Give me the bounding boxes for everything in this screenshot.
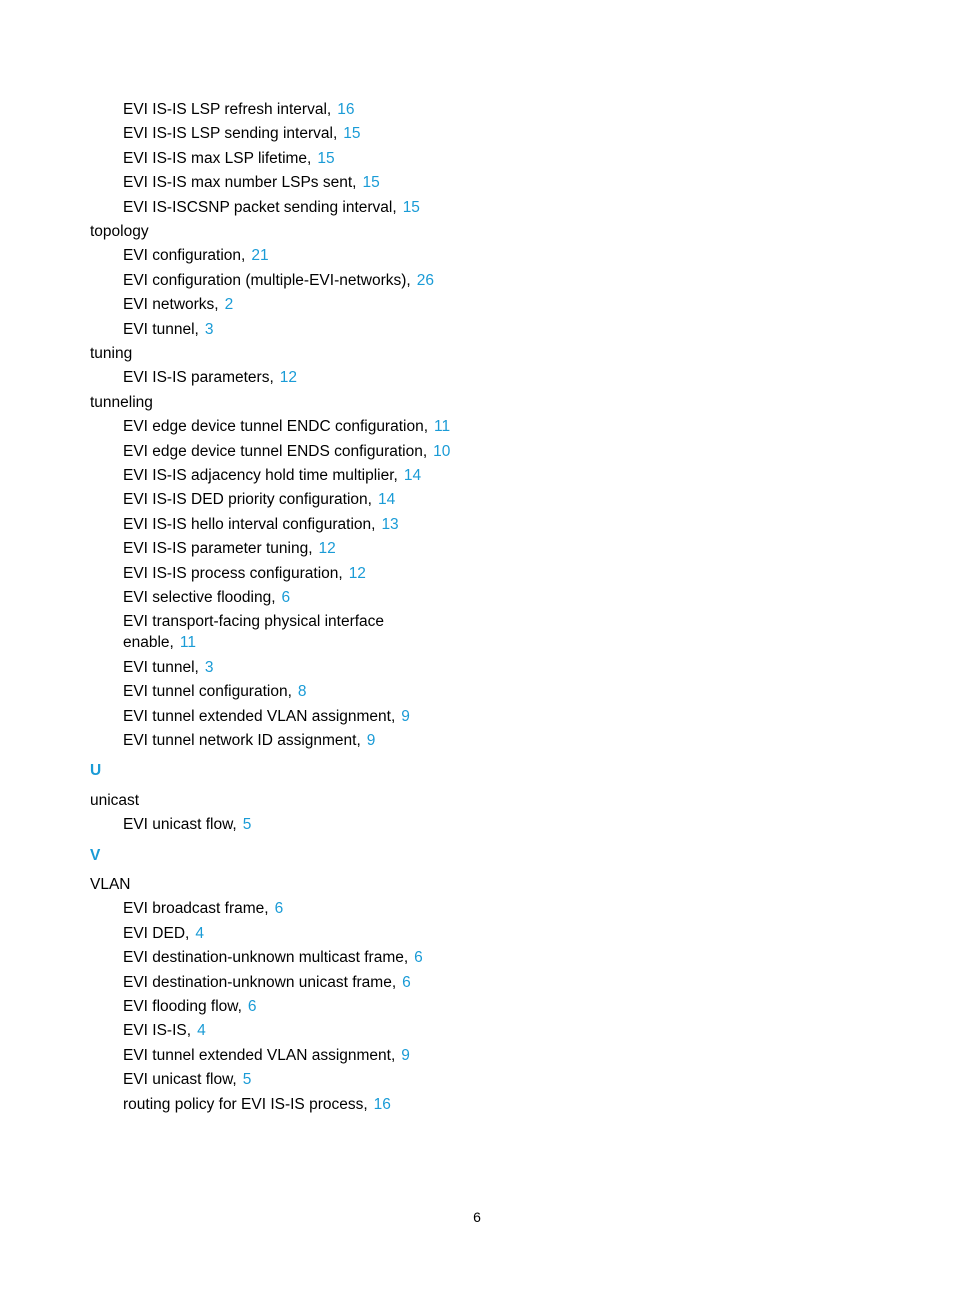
index-sub-entry [123, 198, 420, 218]
entry-text: EVI IS-IS hello interval configuration, [123, 515, 376, 533]
entry-text: EVI IS-IS max LSP lifetime, [123, 149, 312, 167]
index-sub-entry [123, 173, 380, 193]
entry-text: EVI IS-IS, [123, 1022, 192, 1040]
entry-text: EVI configuration, [123, 247, 246, 265]
index-sub-entry [123, 899, 283, 919]
page-link[interactable]: 6 [402, 973, 411, 991]
page-link[interactable]: 11 [179, 634, 196, 652]
index-sub-entry [123, 707, 410, 727]
entry-text: U [90, 762, 102, 780]
entry-text: EVI IS-IS LSP refresh interval, [123, 101, 332, 118]
page-link[interactable]: 2 [224, 296, 234, 314]
index-sub-entry [123, 539, 336, 559]
page-link[interactable]: 5 [242, 1071, 252, 1089]
page-link[interactable]: 10 [433, 442, 451, 460]
index-sub-entry [123, 588, 290, 608]
page-link[interactable]: 15 [402, 198, 420, 216]
index-sub-entry [123, 973, 411, 993]
entry-text: EVI IS-ISCSNP packet sending interval, [123, 198, 397, 216]
page-link[interactable]: 15 [317, 149, 335, 167]
index-main-entry [90, 344, 132, 364]
index-sub-entry [123, 320, 213, 340]
index-sub-entry [123, 1021, 206, 1041]
page-link[interactable]: 6 [247, 997, 257, 1015]
index-sub-entry [123, 633, 196, 653]
index-sub-entry [123, 658, 213, 678]
page-link[interactable]: 3 [204, 658, 214, 676]
page-link[interactable]: 12 [279, 369, 297, 387]
entry-text: EVI tunnel extended VLAN assignment, [123, 707, 396, 725]
index-sub-entry [123, 442, 450, 462]
entry-text: EVI networks, [123, 296, 219, 314]
entry-text: EVI unicast flow, [123, 816, 237, 834]
entry-text: EVI tunnel network ID assignment, [123, 731, 361, 749]
page-link[interactable]: 14 [403, 467, 422, 484]
index-sub-entry [123, 271, 434, 291]
page-link[interactable]: 5 [242, 816, 252, 834]
entry-text: topology [90, 223, 149, 240]
index-sub-entry [123, 815, 251, 835]
page-link[interactable]: 15 [343, 125, 361, 143]
page-link[interactable]: 4 [197, 1022, 206, 1040]
page-link[interactable]: 16 [337, 101, 355, 118]
index-sub-entry [123, 466, 421, 486]
entry-text: EVI IS-IS parameter tuning, [123, 540, 313, 558]
index-sub-entry [123, 564, 366, 584]
index-sub-entry [123, 246, 269, 266]
entry-text: EVI tunnel configuration, [123, 683, 292, 701]
index-main-entry [90, 791, 139, 811]
index-sub-entry [123, 612, 384, 632]
entry-text: EVI IS-IS process configuration, [123, 564, 343, 582]
entry-text: VLAN [90, 875, 131, 893]
page-link[interactable]: 8 [297, 683, 307, 701]
entry-text: EVI flooding flow, [123, 997, 242, 1015]
entry-text: EVI edge device tunnel ENDC configuration, [123, 418, 429, 436]
entry-text: EVI IS-IS max number LSPs sent, [123, 174, 357, 192]
index-sub-entry [123, 515, 399, 535]
index-sub-entry [123, 1070, 251, 1090]
index-sub-entry [123, 924, 204, 944]
index-sub-entry [123, 997, 257, 1017]
page-link[interactable]: 21 [251, 247, 269, 265]
index-sub-entry [123, 149, 335, 169]
page-link[interactable]: 12 [318, 540, 336, 558]
index-main-entry [90, 393, 153, 413]
entry-text: EVI IS-IS adjacency hold time multiplier, [123, 467, 398, 484]
entry-text: EVI tunnel, [123, 320, 199, 338]
page-link[interactable]: 6 [281, 589, 291, 606]
index-sub-entry [123, 1095, 391, 1115]
page-link[interactable]: 9 [401, 707, 410, 725]
entry-text: EVI IS-IS DED priority configuration, [123, 491, 372, 509]
page-link[interactable]: 6 [414, 949, 423, 967]
page-link[interactable]: 9 [401, 1046, 410, 1064]
entry-text: EVI unicast flow, [123, 1071, 237, 1089]
index-sub-entry [123, 368, 297, 388]
page-link[interactable]: 9 [366, 731, 376, 749]
index-sub-entry [123, 682, 307, 702]
entry-text: EVI broadcast frame, [123, 900, 269, 918]
entry-text: unicast [90, 791, 140, 809]
entry-text: EVI tunnel, [123, 658, 199, 676]
entry-text: EVI IS-IS LSP sending interval, [123, 125, 338, 143]
index-main-entry [90, 875, 131, 895]
entry-text: EVI IS-IS parameters, [123, 369, 274, 387]
entry-text: EVI DED, [123, 924, 190, 942]
page-link[interactable]: 14 [377, 491, 396, 509]
index-main-entry [90, 222, 149, 242]
entry-text: EVI edge device tunnel ENDS configuration, [123, 442, 428, 460]
entry-text: EVI transport-facing physical interface [123, 613, 385, 631]
entry-text: EVI configuration (multiple-EVI-networks), [123, 271, 411, 289]
page-link[interactable]: 26 [416, 271, 434, 289]
index-sub-entry [123, 1046, 410, 1066]
index-sub-entry [123, 295, 233, 315]
entry-text: V [90, 846, 101, 864]
entry-text: enable, [123, 634, 174, 652]
page-link[interactable]: 11 [434, 418, 451, 436]
page-link[interactable]: 16 [373, 1095, 391, 1113]
index-letter-heading [90, 761, 101, 781]
page-link[interactable]: 13 [381, 515, 399, 533]
entry-text: EVI destination-unknown unicast frame, [123, 973, 397, 991]
index-sub-entry [123, 948, 423, 968]
index-sub-entry [123, 417, 450, 437]
page-link[interactable]: 4 [195, 924, 204, 942]
page-link[interactable]: 6 [274, 900, 284, 918]
page-link[interactable]: 3 [204, 320, 214, 338]
entry-text: tunneling [90, 393, 153, 411]
entry-text: EVI selective flooding, [123, 589, 276, 606]
page-link[interactable]: 15 [362, 174, 380, 192]
entry-text: tuning [90, 345, 133, 362]
index-sub-entry [123, 124, 361, 144]
entry-text: routing policy for EVI IS-IS process, [123, 1095, 368, 1113]
page-number: 6 [473, 1209, 481, 1225]
page-link[interactable]: 12 [348, 564, 366, 582]
entry-text: EVI tunnel extended VLAN assignment, [123, 1046, 396, 1064]
index-sub-entry [123, 100, 354, 120]
index-letter-heading [90, 846, 100, 866]
index-sub-entry [123, 731, 375, 751]
index-sub-entry [123, 490, 395, 510]
entry-text: EVI destination-unknown multicast frame, [123, 949, 409, 967]
